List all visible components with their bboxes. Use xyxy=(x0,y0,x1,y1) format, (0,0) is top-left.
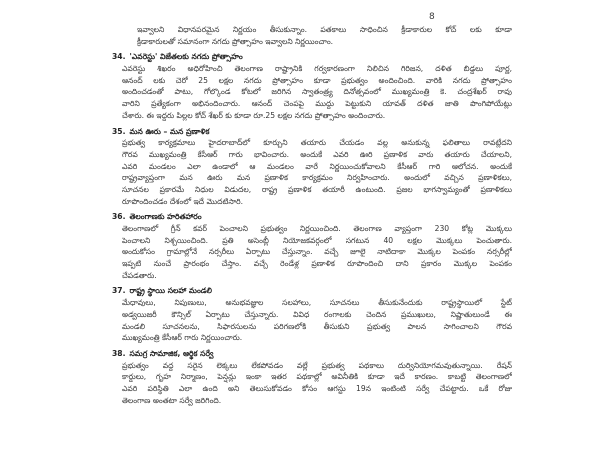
paragraph-line: గౌరవ ముఖ్యమంత్రి కేసీఆర్ గారు భావించారు. అందుకే ఎవరి ఊరి ప్రణాళిక వారు తయారు చేయాలని, xyxy=(122,149,512,159)
section-number: 37. xyxy=(112,286,126,296)
paragraph-line: మండలి సూచనలను, సిఫారసులను పరిగణలోకి తీసుకుని ప్రభుత్వ పాలన సాగించాలని గౌరవ xyxy=(122,321,512,331)
paragraph-line: మేధావులు, నిపుణులు, అనుభవజ్ఞుల సలహాలు, సూచనలు తీసుకునేందుకు రాష్ట్రస్థాయిలో స్టేట్ xyxy=(122,298,512,308)
section-38 xyxy=(112,348,514,406)
section-heading xyxy=(112,348,514,360)
section-heading xyxy=(112,285,514,297)
section-title: రాష్ట్ర స్థాయి సలహా మండలి xyxy=(129,286,212,296)
intro-paragraph xyxy=(112,24,514,47)
section-title: తెలంగాణకు హరితహారం xyxy=(129,212,202,222)
paragraph-line: తెలంగాణ అంతటా సర్వే జరిగింది. xyxy=(122,395,222,405)
section-heading xyxy=(112,211,514,223)
paragraph-line: ఇప్పటి నుంచే ప్రారంభం చేస్తాం. వచ్చే రెండేళ్ల ప్రణాళిక రూపొందించి దాని ప్రకారం మొక్కల పెంపకం xyxy=(122,259,512,269)
paragraph-line: ప్రభుత్వ కార్యక్రమాలు హైదరాబాద్‌లో కూర్చుని తయారు చేయడం వల్ల అనుకున్న ఫలితాలు రావట్లేదని xyxy=(122,138,512,148)
paragraph-line: ఆనంద్ లకు చెరో 25 లక్షల నగదు ప్రోత్సాహం కూడా ప్రభుత్వం అందించింది. వారికి నగదు ప్రోత్సాహం xyxy=(122,75,512,85)
paragraph-line: ఎవరెస్టు శిఖరం అధిరోహించి తెలంగాణ రాష్ట్రానికి గర్వకారణంగా నిలిచిన గిరిజన, దళిత బిడ్డలు పూర్ణ, xyxy=(122,64,512,74)
paragraph-line: తెలంగాణలో గ్రీన్ కవర్ పెంచాలని ప్రభుత్వం నిర్ణయించింది. తెలంగాణ వ్యాప్తంగా 230 కోట్ల మొక్కలు xyxy=(122,224,512,233)
paragraph-line: ఎవరి పరిస్థితి ఎలా ఉంది అని తెలుసుకోవడం కోసం ఆగస్టు 19న ఇంటింటి సర్వే చేపట్టారు. ఒకే రోజు xyxy=(122,383,512,393)
section-36 xyxy=(112,211,514,281)
paragraph-line: ఇవ్వాలని విధానపరమైన నిర్ణయం తీసుకున్నాం. పతకాలు సాధించిన క్రీడాకారుల కోచ్ లకు కూడా xyxy=(137,25,512,34)
section-heading xyxy=(112,126,514,138)
section-title: సమగ్ర సామాజిక, ఆర్థిక సర్వే xyxy=(129,348,214,358)
paragraph-line: ప్రభుత్వం వద్ద సరైన లెక్కలు లేకపోవడం వల్లే ప్రభుత్వ పథకాలు దుర్వినియోగమవుతున్నాయి. రేషన్ xyxy=(122,360,512,370)
document-content xyxy=(112,24,514,406)
paragraph-line: అందుకోసం గ్రామాల్లోనే నర్సరీలు ఏర్పాటు చేస్తున్నాం. వచ్చే జూలై నాటిదాకా మొక్కల పెంపకం నర్సరీల్లో xyxy=(122,247,512,257)
paragraph-line: రూపొందించడం దేశంలో ఇదే మొదటిసారి. xyxy=(122,196,244,206)
section-number: 35. xyxy=(112,126,126,136)
page-number: 8 xyxy=(429,12,435,22)
section-title: మన ఊరు – మన ప్రణాళిక xyxy=(129,126,210,136)
paragraph-line: అందించడంతో పాటు, గోల్కొండ కోటలో జరిగిన స్వాతంత్ర్య దినోత్సవంలో ముఖ్యమంత్రి కె. చంద్రశేఖర్ రావు xyxy=(122,87,512,97)
paragraph-line: కార్డులు, గృహ నిర్మాణం, పెన్షన్లు ఇంకా ఇతర పథకాల్లో అవినీతికి కూడా ఇదే కారణం. కాబట్టి తెలంగాణలో xyxy=(122,372,512,382)
paragraph-line: పెంచాలని నిశ్చయించింది. ప్రతి అసెంబ్లీ నియోజకవర్గంలో సగటున 40 లక్షల మొక్కలు పెంచుతారు. xyxy=(122,235,512,245)
section-number: 36. xyxy=(112,212,126,222)
section-34 xyxy=(112,51,514,121)
section-title: 'ఎవరెస్టు' విజేతలకు నగదు ప్రోత్సాహం xyxy=(129,52,243,62)
section-number: 38. xyxy=(112,348,126,358)
paragraph-line: వారిని ప్రత్యేకంగా అభినందించారు. ఆనంద్ చెంపపై ముద్దు పెట్టుకుని యావత్ దళిత జాతి పొంగిపోయేట్లు xyxy=(122,99,512,109)
paragraph-line: చేపడతారు. xyxy=(122,270,157,280)
paragraph-line: ముఖ్యమంత్రి కేసీఆర్ గారు నిర్ణయించారు. xyxy=(122,333,243,343)
paragraph-line: సూచనల ప్రకారమే నిధుల విడుదల, రాష్ట్ర ప్రణాళిక తయారీ ఉంటుంది. ప్రజల భాగస్వామ్యంతో ప్రణాళికలు xyxy=(122,184,512,194)
paragraph-line: ఎవరి మండలం ఎలా ఉండాలో ఆ మండలం వారే నిర్ణయించుకోవాలని కేసీఆర్ గారి ఆలోచన. అందుకే xyxy=(122,161,512,171)
section-heading xyxy=(112,51,514,63)
section-37 xyxy=(112,285,514,343)
paragraph-line: క్రీడాకారులతో సమానంగా నగదు ప్రోత్సాహం ఇవ్వాలని నిర్ణయించాం. xyxy=(137,36,334,46)
paragraph-line: చేశారు. ఈ ఇద్దరు పిల్లల కోచ్ శేఖర్ కు కూడా రూ.25 లక్షల నగదు ప్రోత్సాహం అందించారు. xyxy=(122,110,386,120)
section-35 xyxy=(112,126,514,208)
paragraph-line: రాష్ట్రవ్యాప్తంగా మన ఊరు మన ప్రణాళిక కార్యక్రమం నిర్వహించారు. అందులో వచ్చిన ప్రణాళికలు, xyxy=(122,173,512,183)
paragraph-line: అడ్వయిజరీ కౌన్సిల్ ఏర్పాటు చేస్తున్నారు. వివిధ రంగాలకు చెందిన ప్రముఖులు, నిష్ణాతులుండే ఈ xyxy=(122,309,512,319)
section-number: 34. xyxy=(112,52,126,62)
